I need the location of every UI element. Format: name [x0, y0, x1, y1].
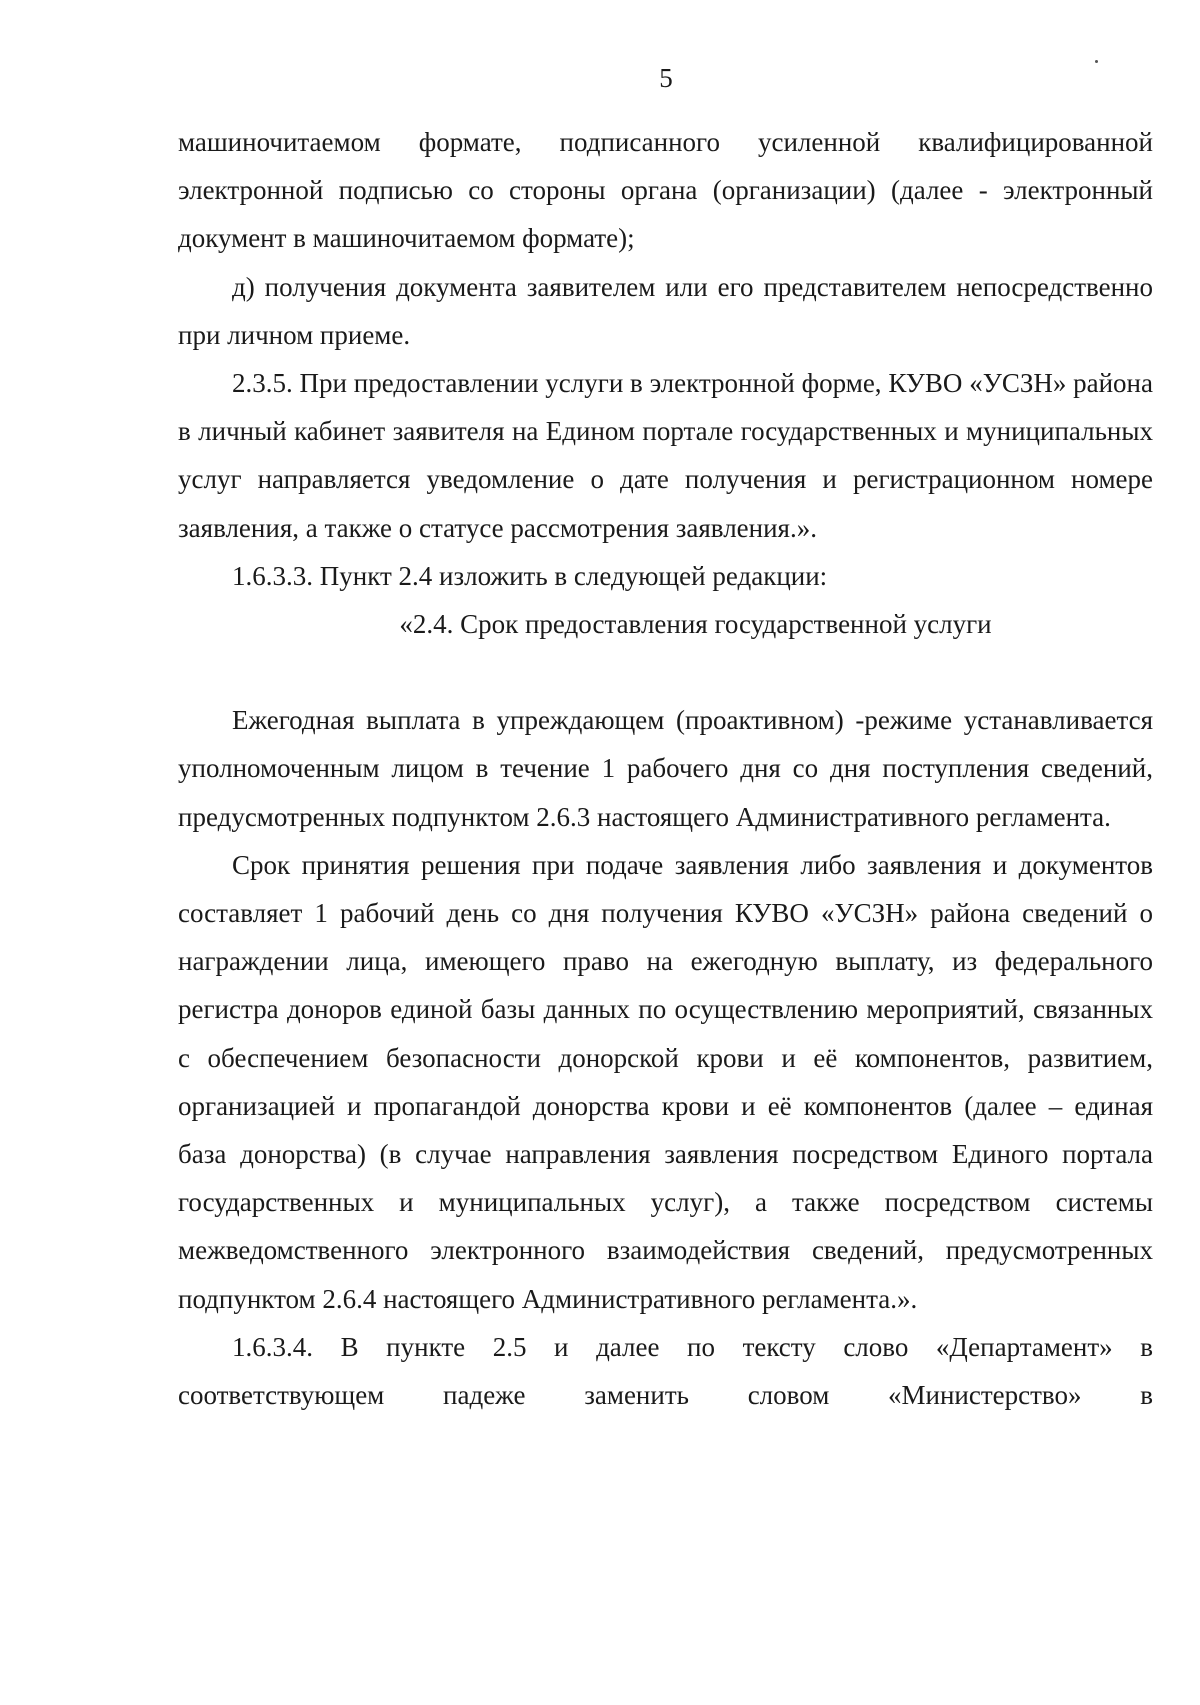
- paragraph-2-3-5: 2.3.5. При предоставлении услуги в электронной форме, КУВО «УСЗН» района в личный кабинет заявителя на Едином портале государственных и муниципальных услуг направляется уведомление о дате получения и регистрационном номере заявления, а также о статусе рассмотрения заявления.».: [178, 368, 1153, 543]
- document-body: [178, 118, 1153, 1419]
- blank-line: [178, 648, 1153, 696]
- section-heading-2-4: «2.4. Срок предоставления государственной услуги: [399, 609, 992, 640]
- paragraph-1-6-3-3: 1.6.3.3. Пункт 2.4 изложить в следующей редакции:: [232, 560, 828, 591]
- paragraph-continuation: машиночитаемом формате, подписанного усиленной квалифицированной электронной подписью со стороны органа (организации) (далее - электронный документ в машиночитаемом формате);: [178, 127, 1153, 254]
- scan-speck: [1095, 60, 1098, 63]
- paragraph-decision-term: Срок принятия решения при подаче заявления либо заявления и документов составляет 1 рабочий день со дня получения КУВО «УСЗН» района сведений о награждении лица, имеющего право на ежегодную выплату, из федерального регистра доноров единой базы данных по осуществлению мероприятий, связанных с обеспечением безопасности донорской крови и её компонентов, развитием, организацией и пропагандой донорства крови и её компонентов (далее – единая база донорства) (в случае направления заявления посредством Единого портала государственных и муниципальных услуг), а также посредством системы межведомственного электронного взаимодействия сведений, предусмотренных подпунктом 2.6.4 настоящего Административного регламента.».: [178, 849, 1153, 1314]
- page-number: 5: [659, 63, 673, 93]
- paragraph-item-d: д) получения документа заявителем или его представителем непосредственно при личном приеме.: [178, 271, 1153, 350]
- paragraph-1-6-3-4: 1.6.3.4. В пункте 2.5 и далее по тексту слово «Департамент» в соответствующем падеже заменить словом «Министерство» в: [178, 1331, 1153, 1411]
- paragraph-annual-payment: Ежегодная выплата в упреждающем (проактивном) -режиме устанавливается уполномоченным лицом в течение 1 рабочего дня со дня поступления сведений, предусмотренных подпунктом 2.6.3 настоящего Административного регламента.: [178, 705, 1153, 832]
